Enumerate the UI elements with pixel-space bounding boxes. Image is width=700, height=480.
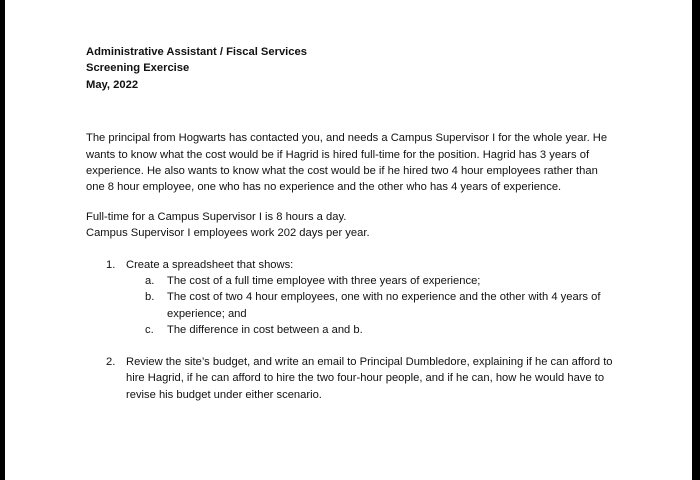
task-item-1 — [86, 257, 646, 339]
subitem-text: The difference in cost between a and b. — [167, 324, 363, 337]
subitem-c — [86, 322, 627, 338]
fact-days: Campus Supervisor I employees work 202 days per year. — [86, 227, 370, 240]
intro-paragraph: The principal from Hogwarts has contacted you, and needs a Campus Supervisor I for the whole year. He wants to know what the cost would be if Hagrid is hired full-time for the position. Hagrid has 3 years of experience. He also wants to know what the cost would be if he hired two 4 hour employees rather than one 8 hour employee, one who has no experience and the other who has 4 years of experience. — [86, 132, 608, 194]
document-content — [86, 44, 646, 403]
subitem-text: The cost of two 4 hour employees, one with no experience and the other with 4 years of experience; and — [167, 291, 601, 320]
subitem-letter: a. — [145, 275, 155, 288]
header-title: Administrative Assistant / Fiscal Services — [86, 46, 307, 58]
task-text: Review the site’s budget, and write an email to Principal Dumbledore, explaining if he can afford to hire Hagrid, if he can afford to hire the two four-hour people, and if he can, how he would have to revise his budget under either scenario. — [126, 355, 613, 401]
header-date: May, 2022 — [86, 78, 139, 91]
subitem-text: The cost of a full time employee with three years of experience; — [167, 275, 481, 288]
document-header — [86, 44, 646, 93]
task-item-2 — [86, 354, 646, 403]
subitem-b — [86, 289, 627, 322]
document-page — [5, 0, 692, 480]
subitem-letter: b. — [145, 291, 155, 304]
task-number: 2. — [106, 355, 116, 368]
task-number: 1. — [106, 258, 116, 271]
subitem-a — [86, 273, 627, 289]
fact-hours: Full-time for a Campus Supervisor I is 8 hours a day. — [86, 210, 347, 223]
header-subtitle: Screening Exercise — [86, 62, 190, 75]
subitem-letter: c. — [145, 324, 154, 337]
facts-block — [86, 209, 646, 242]
task-subitems — [126, 273, 646, 339]
task-text: Create a spreadsheet that shows: — [126, 258, 294, 271]
